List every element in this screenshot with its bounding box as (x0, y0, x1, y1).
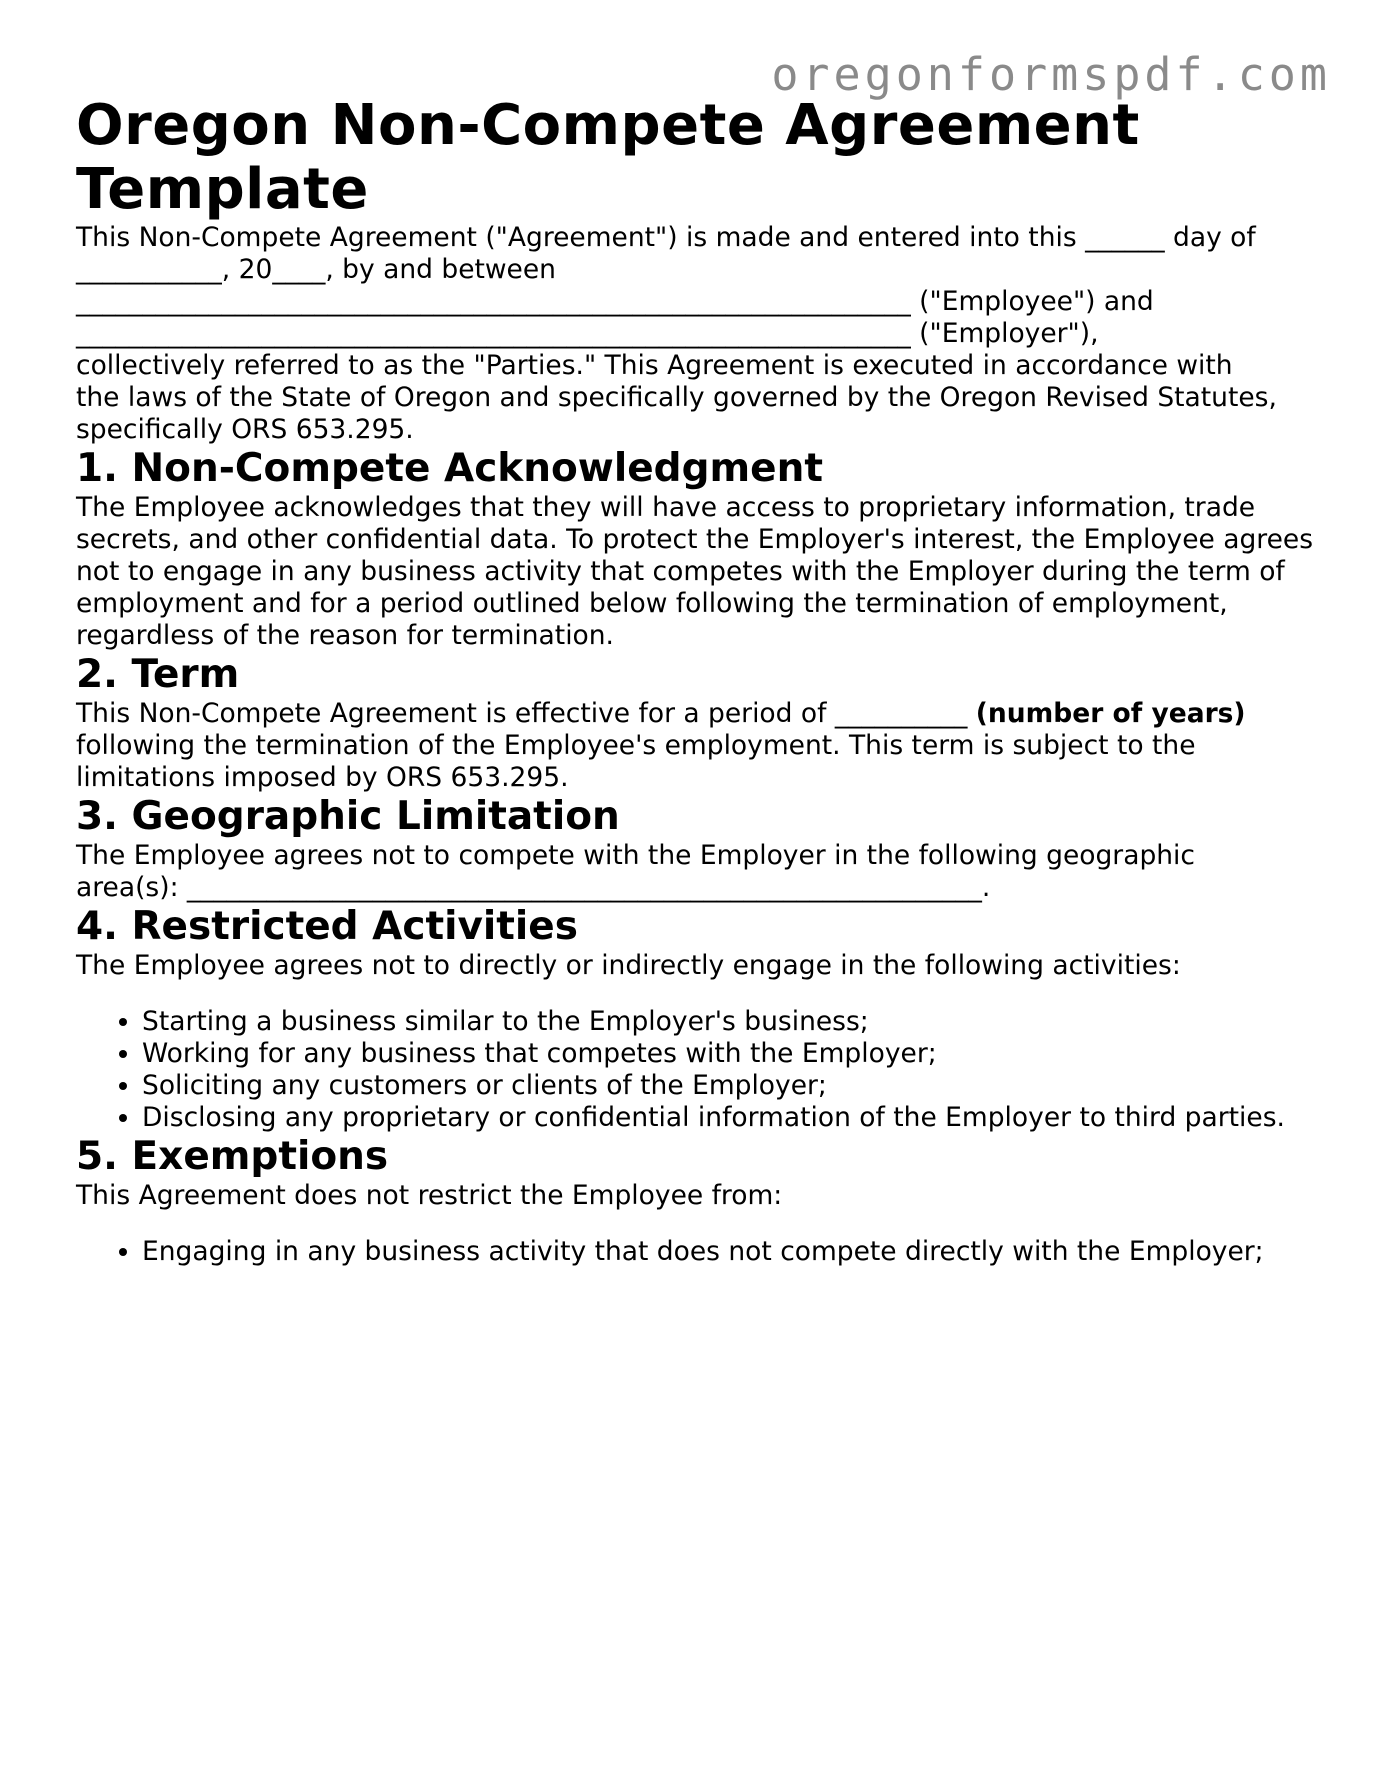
intro-line-3: _______________________________________________________________ ("Employee") and (76, 286, 1154, 317)
intro-paragraph (76, 222, 1326, 446)
section-1-text: The Employee acknowledges that they will have access to proprietary information, trade secrets, and other confidential data. To protect the Employer's interest, the Employee agrees not to engage in any business activity that competes with the Employer during the term of employment and for a period outlined below following the termination of employment, regardless of the reason for termination. (76, 492, 1314, 651)
intro-line-2: ___________, 20____, by and between (76, 254, 556, 285)
section-3-heading: 3. Geographic Limitation (76, 794, 620, 839)
title-line-2: Template (76, 157, 369, 222)
intro-line-1: This Non-Compete Agreement ("Agreement") is made and entered into this ______ day of (76, 222, 1256, 253)
list-item: • Starting a business similar to the Employer's business; (142, 1006, 1326, 1038)
intro-line-5: collectively referred to as the "Parties." This Agreement is executed in accordance with (76, 350, 1233, 381)
geo-line-2: area(s): ____________________________________________________________. (76, 872, 991, 903)
term-text-after: following the termination of the Employee's employment. This term is subject to the limitations imposed by ORS 653.295. (76, 730, 1196, 793)
watermark: oregonformspdf.com (771, 48, 1331, 101)
geo-line-1: The Employee agrees not to compete with the Employer in the following geographic (76, 840, 1195, 871)
section-5-heading: 5. Exemptions (76, 1134, 389, 1179)
exemptions-list (76, 1236, 1326, 1268)
intro-line-4: _______________________________________________________________ ("Employer"), (76, 318, 1099, 349)
list-item: • Engaging in any business activity that does not compete directly with the Employer; (142, 1236, 1326, 1268)
list-item: • Disclosing any proprietary or confidential information of the Employer to third parties. (142, 1102, 1326, 1134)
intro-line-7: specifically ORS 653.295. (76, 414, 414, 445)
document-content (76, 94, 1326, 1268)
section-2-text (76, 698, 1326, 794)
section-4-text: The Employee agrees not to directly or indirectly engage in the following activities: (76, 950, 1181, 981)
section-2-heading: 2. Term (76, 652, 240, 697)
section-3-text (76, 840, 1326, 904)
title-line-1: Oregon Non-Compete Agreement (76, 93, 1140, 158)
list-item: • Working for any business that competes with the Employer; (142, 1038, 1326, 1070)
section-1-heading: 1. Non-Compete Acknowledgment (76, 446, 823, 491)
restricted-activities-list (76, 1006, 1326, 1134)
list-item: • Soliciting any customers or clients of the Employer; (142, 1070, 1326, 1102)
document-title (76, 94, 1326, 222)
intro-line-6: the laws of the State of Oregon and specifically governed by the Oregon Revised Statutes, (76, 382, 1277, 413)
term-years-label: (number of years) (975, 698, 1246, 729)
term-text-before: This Non-Compete Agreement is effective for a period of __________ (76, 698, 976, 729)
section-4-heading: 4. Restricted Activities (76, 904, 578, 949)
section-5-text: This Agreement does not restrict the Employee from: (76, 1180, 783, 1211)
